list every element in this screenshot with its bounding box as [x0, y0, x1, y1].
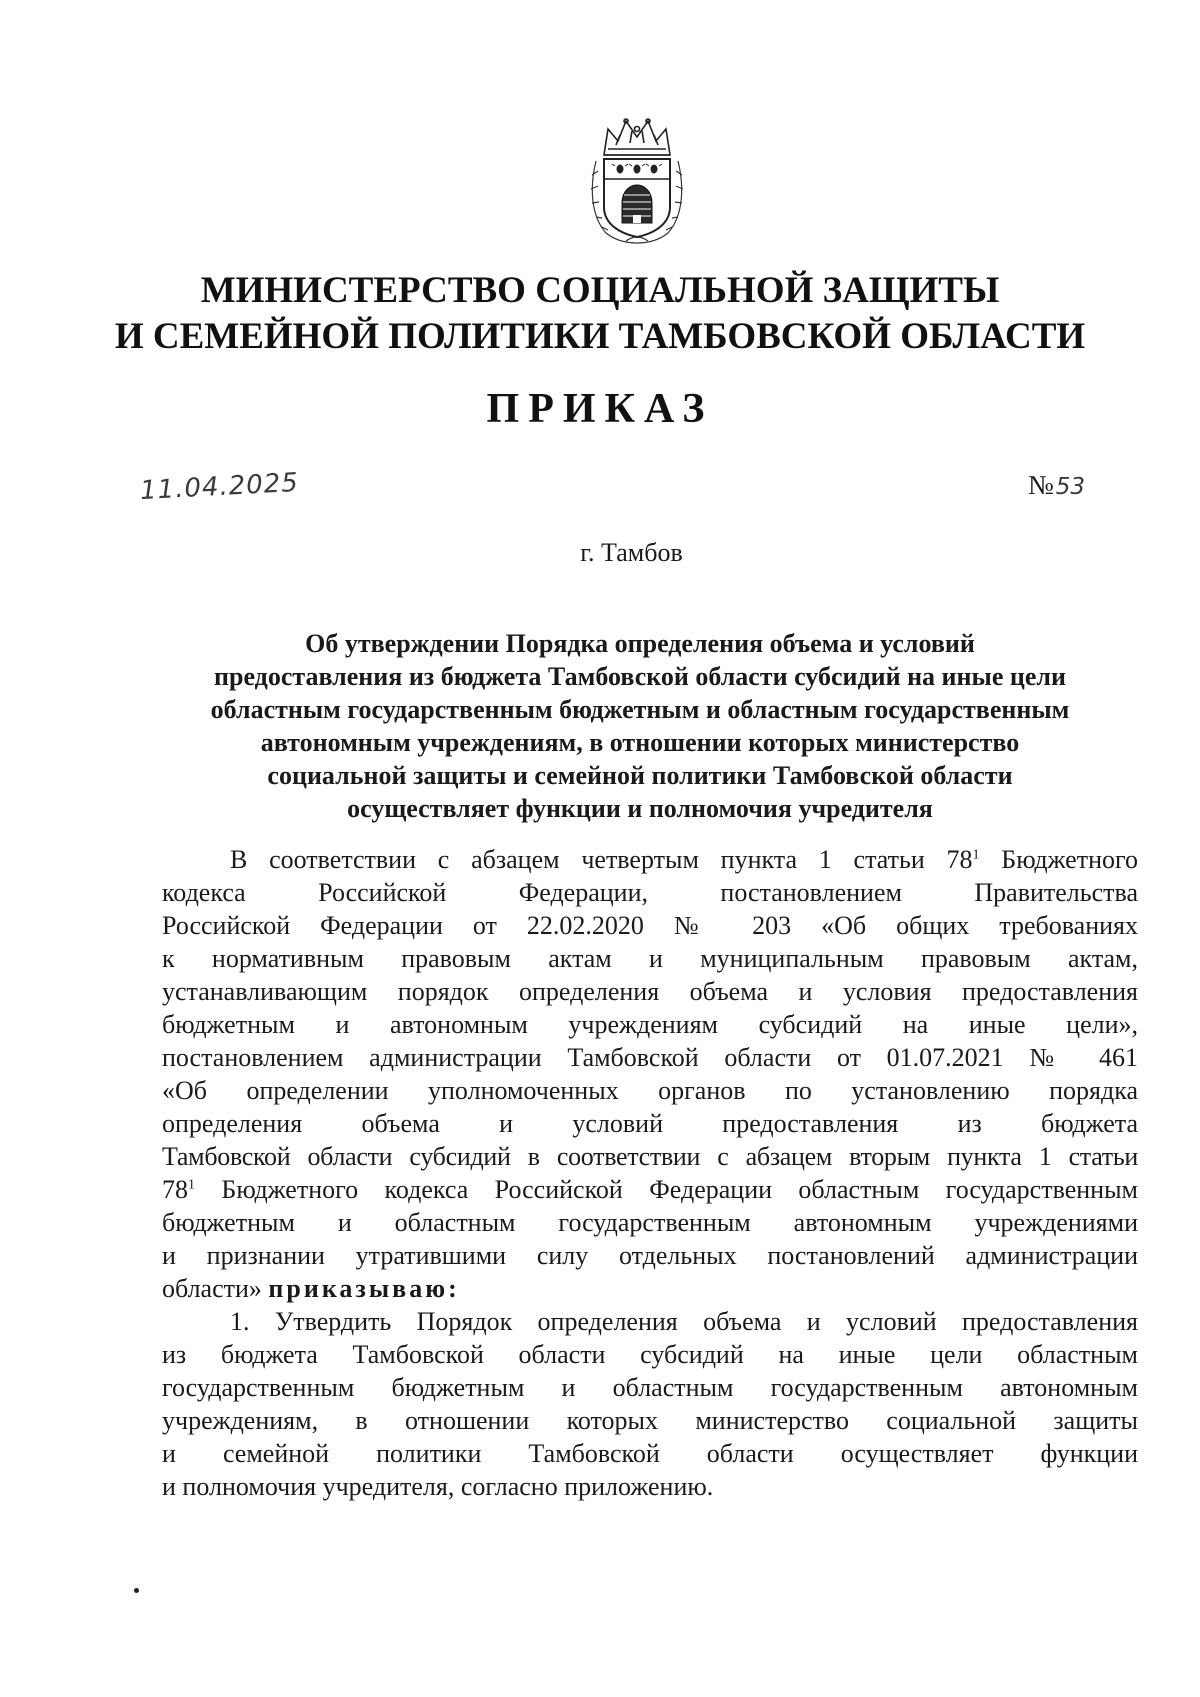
body-line: и полномочия учредителя, согласно приложению. [162, 1472, 714, 1501]
body-line [162, 843, 1138, 876]
body-line: к нормативным правовым актам и муниципальным правовым актам, [162, 944, 1138, 973]
body-line: постановлением администрации Тамбовской области от 01.07.2021 № 461 [162, 1043, 1138, 1072]
body-line: 1. Утвердить Порядок определения объема и условий предоставления [230, 1307, 1138, 1336]
handwritten-number: 53 [1055, 474, 1086, 500]
ministry-name [0, 268, 1200, 360]
document-title [150, 627, 1130, 825]
body-line: бюджетным и автономным учреждениям субсидий на иные цели», [162, 1010, 1138, 1039]
body-text: 78 [162, 1175, 188, 1204]
handwritten-date: 11.04.2025 [139, 467, 300, 507]
ministry-name-line-2: И СЕМЕЙНОЙ ПОЛИТИКИ ТАМБОВСКОЙ ОБЛАСТИ [114, 316, 1086, 357]
title-line: предоставления из бюджета Тамбовской области субсидий на иные цели [214, 662, 1066, 691]
body-line: Российской Федерации от 22.02.2020 № 203 «Об общих требованиях [162, 911, 1138, 940]
city: г. Тамбов [580, 538, 683, 567]
scan-speck [134, 1588, 139, 1593]
superscript: 1 [188, 1177, 195, 1193]
coat-of-arms-icon [586, 115, 688, 245]
body-line: «Об определении уполномоченных органов по установлению порядка [162, 1076, 1138, 1105]
body-text: Бюджетного [979, 845, 1139, 874]
body-line [162, 1272, 1138, 1305]
body-text: В соответствии с абзацем четвертым пункта 1 статьи 78 [230, 845, 973, 874]
title-line: осуществляет функции и полномочия учредителя [347, 794, 933, 823]
body-line: и признании утратившими силу отдельных постановлений администрации [162, 1241, 1138, 1270]
body-line: определения объема и условий предоставления из бюджета [162, 1109, 1138, 1138]
body-line: учреждениям, в отношении которых министерство социальной защиты [162, 1406, 1138, 1435]
document-type: ПРИКАЗ [486, 386, 714, 432]
superscript: 1 [972, 847, 980, 863]
body-line: кодекса Российской Федерации, постановлением Правительства [162, 878, 1138, 907]
title-line: Об утверждении Порядка определения объема и условий [305, 629, 975, 658]
body-line: бюджетным и областным государственным автономным учреждениями [162, 1208, 1138, 1237]
body-line: государственным бюджетным и областным государственным автономным [162, 1373, 1138, 1402]
body-line: из бюджета Тамбовской области субсидий на иные цели областным [162, 1340, 1138, 1369]
document-number [1028, 470, 1085, 501]
document-body [162, 843, 1138, 1503]
title-line: областным государственным бюджетным и областным государственным [210, 695, 1070, 724]
body-text: Бюджетного кодекса Российской Федерации областным государственным [195, 1175, 1138, 1204]
title-line: автономным учреждениям, в отношении которых министерство [260, 728, 1020, 757]
body-line: Тамбовской области субсидий в соответствии с абзацем вторым пункта 1 статьи [162, 1142, 1138, 1171]
title-line: социальной защиты и семейной политики Тамбовской области [267, 761, 1013, 790]
order-keyword: приказываю: [268, 1274, 460, 1303]
body-line [162, 1173, 1138, 1206]
body-line: устанавливающим порядок определения объема и условия предоставления [162, 977, 1138, 1006]
ministry-name-line-1: МИНИСТЕРСТВО СОЦИАЛЬНОЙ ЗАЩИТЫ [200, 270, 1000, 311]
body-text: области» [162, 1274, 269, 1303]
number-sign: № [1028, 470, 1054, 500]
body-line: и семейной политики Тамбовской области осуществляет функции [162, 1439, 1138, 1468]
